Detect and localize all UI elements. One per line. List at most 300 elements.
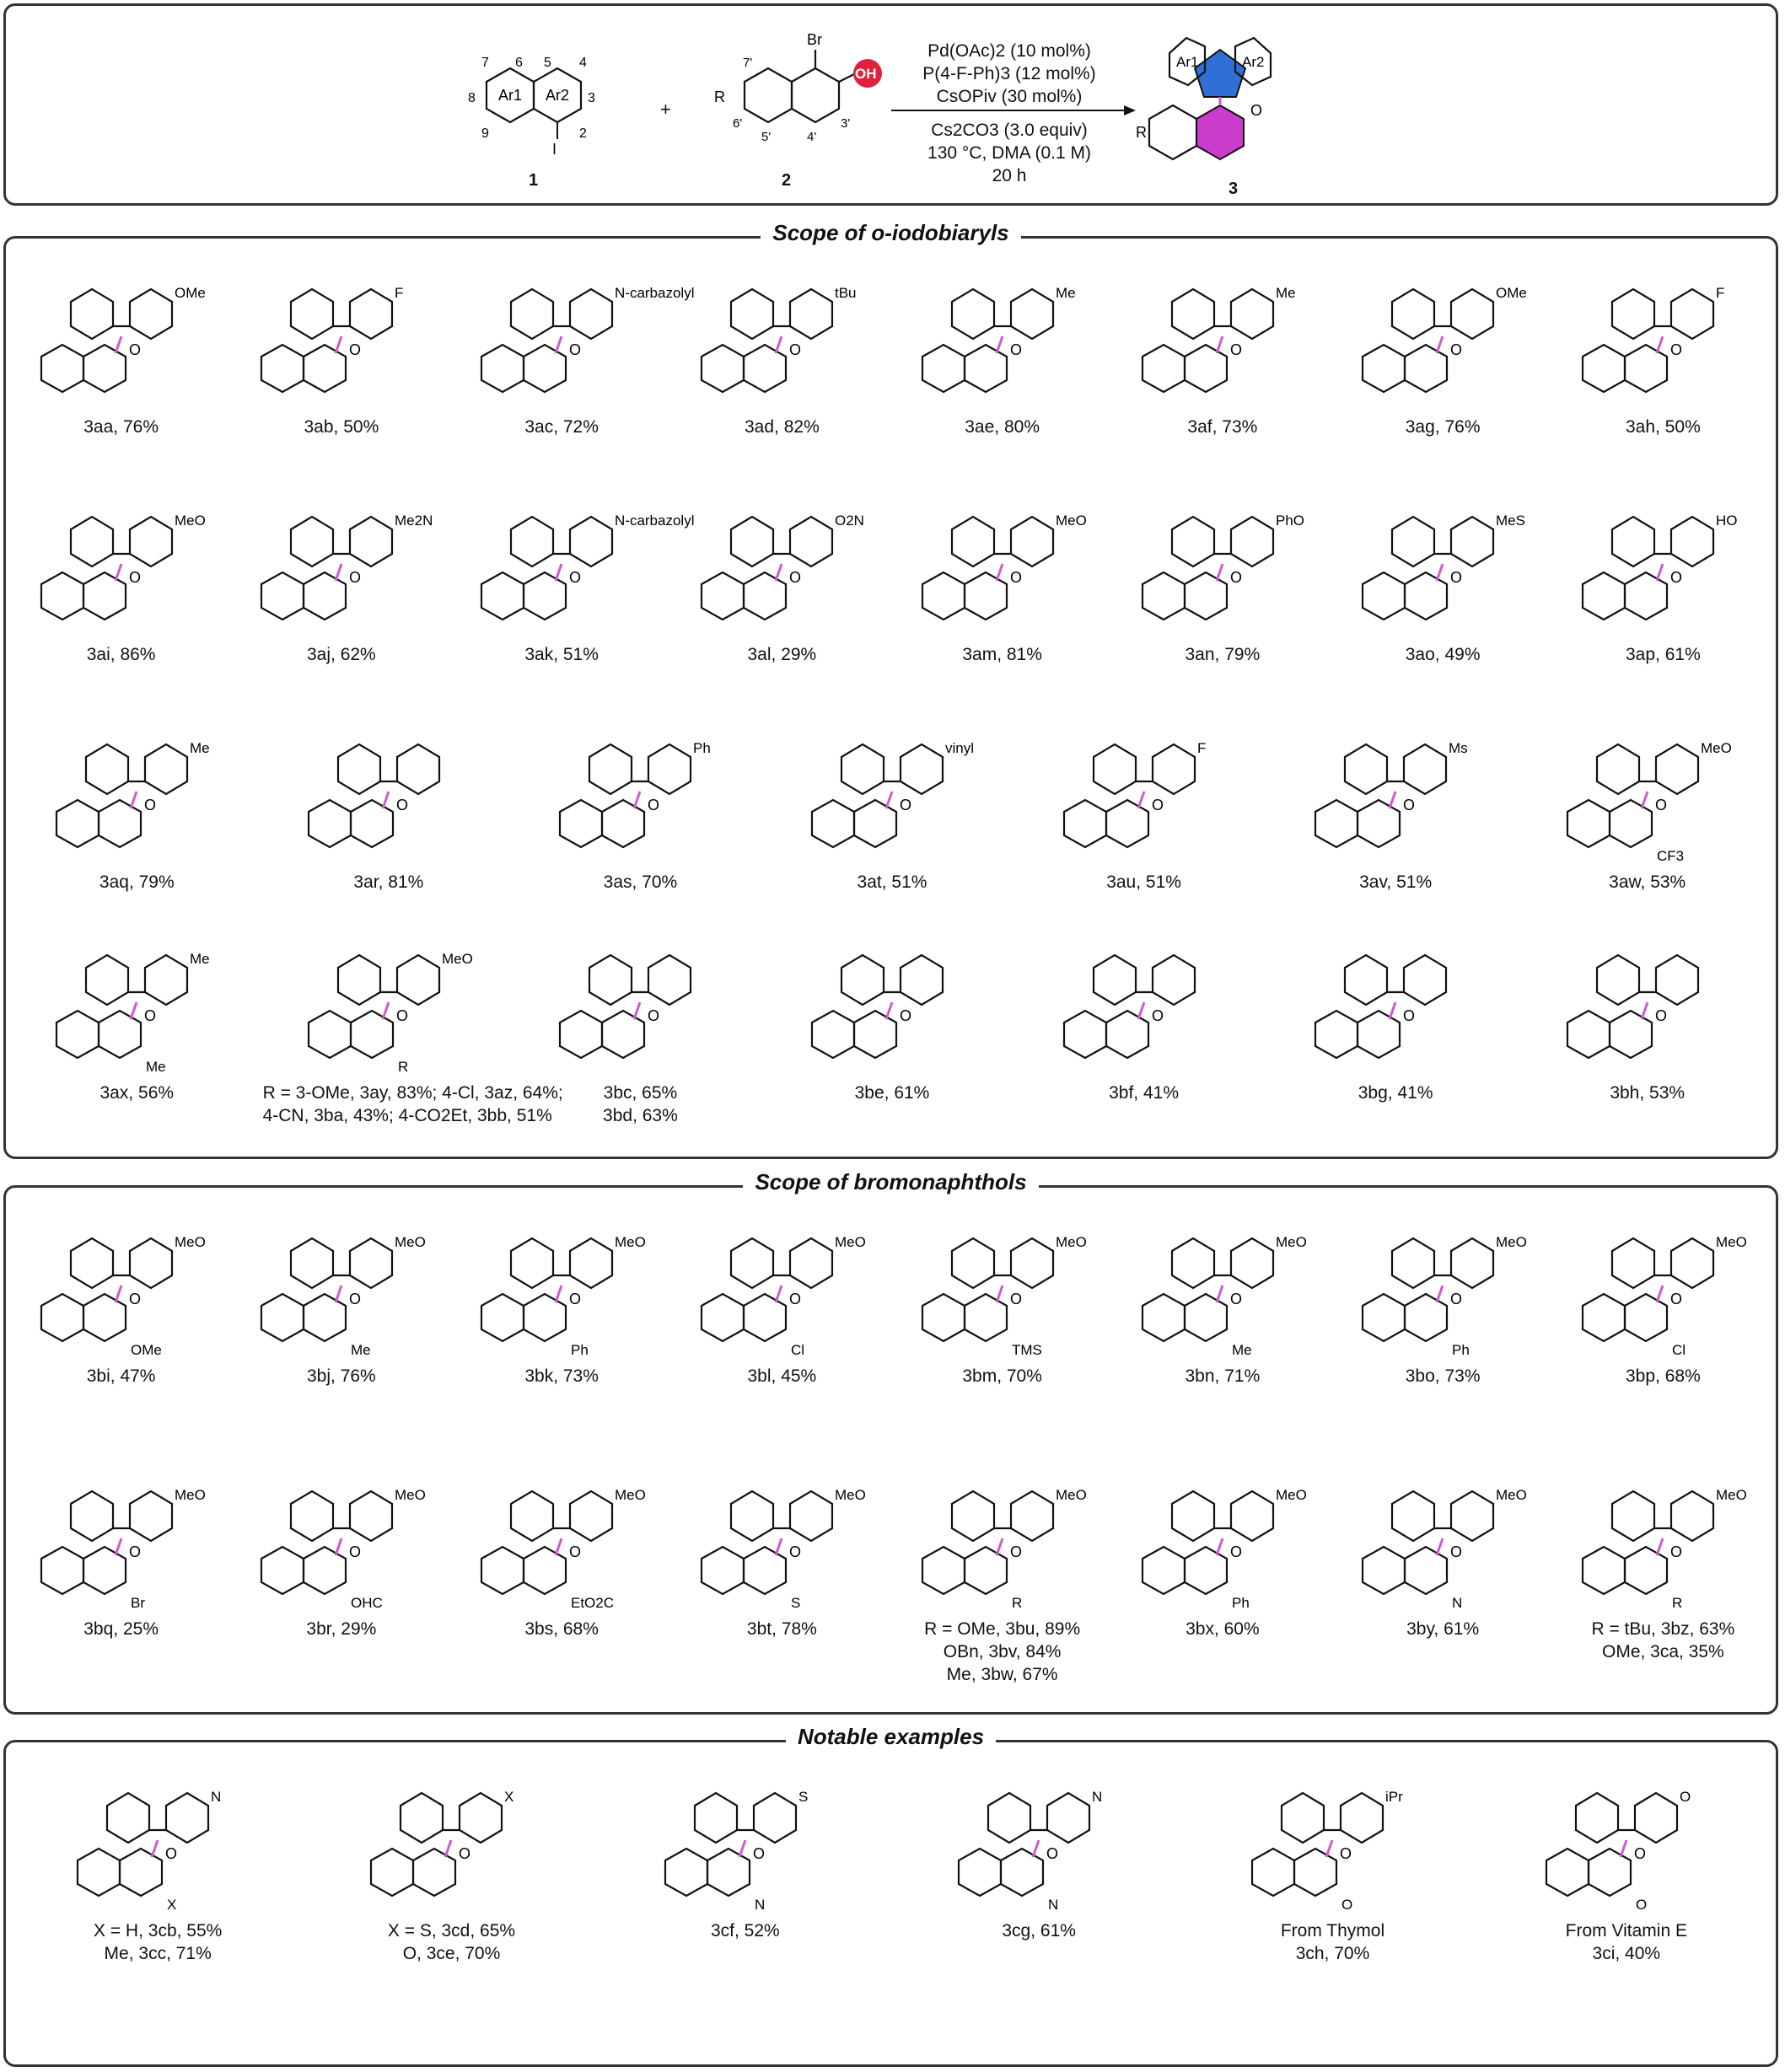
ring [1405, 1294, 1447, 1341]
compound-yield-label: 3bk, 73% [524, 1366, 599, 1386]
position-8: 8 [468, 91, 476, 105]
compound-yield-label: 3at, 51% [857, 872, 927, 892]
spiro-bond [1437, 336, 1443, 353]
ring [83, 345, 126, 392]
ring [1231, 517, 1273, 566]
substituent-label: N [1092, 1789, 1103, 1805]
carbonyl-o-atom: O [1654, 1007, 1667, 1024]
substituent-label: iPr [1385, 1789, 1404, 1805]
ring [1345, 744, 1387, 794]
compound-entry [1333, 1457, 1553, 1640]
spiro-compound-structure [1530, 1759, 1723, 1919]
compound-yield-label: X = H, 3cb, 55% [93, 1921, 223, 1940]
ring [1341, 1793, 1383, 1843]
carbonyl-o-atom: O [144, 797, 157, 813]
ring [695, 1793, 737, 1843]
ring [1625, 572, 1667, 620]
ring [261, 572, 304, 620]
position-6p: 6' [733, 116, 743, 131]
condition-temperature-solvent: 130 °C, DMA (0.1 M) [927, 143, 1091, 163]
ring [854, 800, 896, 847]
spiro-compound-structure [40, 921, 234, 1082]
ring [41, 345, 83, 392]
spiro-bond [886, 1002, 892, 1019]
carbonyl-o-atom: O [165, 1845, 178, 1862]
ring [570, 1238, 612, 1288]
substituent-label-2: Me [350, 1342, 371, 1358]
hydroxyl-group: OH [855, 66, 877, 82]
spiro-bond [776, 1538, 782, 1555]
spiro-compound-structure [1047, 711, 1241, 871]
ring [350, 1491, 392, 1541]
spiro-bond [1657, 1286, 1663, 1302]
spiro-compound-structure [1566, 483, 1760, 643]
compound-yield-label: 3be, 61% [854, 1083, 930, 1103]
condition-additive: CsOPiv (30 mol%) [936, 87, 1083, 106]
section-title-text: Scope of o-iodobiaryls [761, 220, 1020, 245]
compound-yield-label: 3aq, 79% [99, 872, 175, 892]
compound-entry [262, 921, 563, 1127]
ring [1656, 744, 1698, 794]
compound-yield-label: 3bh, 53% [1610, 1083, 1686, 1103]
compound-yield-label: 3bq, 25% [83, 1619, 159, 1639]
compound-yield-label: 3br, 29% [306, 1619, 377, 1639]
substituent-label-2: OHC [350, 1595, 383, 1611]
ring [524, 345, 566, 392]
spiro-compound-structure [795, 711, 989, 871]
spiro-bond [886, 792, 892, 808]
spiro-bond [556, 1286, 562, 1302]
spiro-bond [997, 1538, 1003, 1555]
spiro-bond [1621, 1840, 1626, 1857]
ring [589, 744, 632, 794]
spiro-bond [997, 564, 1003, 581]
ring [120, 1849, 162, 1896]
reaction-scheme-panel [3, 3, 1778, 206]
ring [130, 1238, 172, 1288]
compound-yield-label: 3ak, 51% [524, 645, 599, 664]
compound-yield-label: 3bj, 76% [307, 1366, 376, 1386]
ring [130, 517, 172, 566]
ring [350, 289, 392, 339]
ring [1451, 517, 1493, 566]
spiro-compound-structure [292, 711, 486, 871]
spiro-bond [116, 564, 121, 581]
substituent-label-2: TMS [1011, 1342, 1042, 1358]
spiro-bond [1437, 564, 1443, 581]
ring [481, 345, 524, 392]
spiro-bond [1657, 336, 1663, 353]
ring [1610, 1011, 1652, 1058]
carbonyl-o-atom: O [569, 1543, 582, 1560]
ring [261, 345, 304, 392]
spiro-bond [634, 1002, 640, 1019]
spiro-compound-structure [24, 1457, 218, 1618]
position-3p: 3' [841, 116, 851, 131]
compound-entry [231, 483, 451, 666]
carbonyl-o-atom: O [1009, 1291, 1022, 1307]
carbonyl-o-atom: O [1229, 1543, 1242, 1560]
ring [1363, 1294, 1405, 1341]
ring [988, 1793, 1030, 1843]
carbonyl-o-atom: O [789, 1543, 802, 1560]
ring [952, 1238, 994, 1288]
compound-entry [672, 255, 892, 438]
substituent-label: F [1196, 740, 1206, 756]
ring [1106, 1011, 1148, 1058]
ring [1094, 744, 1136, 794]
ring [1451, 289, 1493, 339]
carbonyl-o-atom: O [1009, 341, 1022, 358]
ring [56, 800, 99, 847]
compound-entry [1333, 255, 1553, 438]
ring [1064, 800, 1106, 847]
ring [83, 572, 126, 620]
ring [744, 345, 786, 392]
spiro-bond [131, 1002, 137, 1019]
compound-yield-label: 3am, 81% [962, 645, 1042, 664]
compound-entry [452, 255, 695, 438]
compound-yield-label: 3bs, 68% [524, 1619, 599, 1639]
ring [1451, 1491, 1493, 1541]
ring [1094, 955, 1136, 1005]
compound-entry [514, 711, 766, 894]
compound-entry [892, 255, 1112, 438]
spiro-bond [997, 336, 1003, 353]
ring [107, 1793, 149, 1843]
ring [1011, 1491, 1053, 1541]
spiro-bond [1390, 1002, 1395, 1019]
carbonyl-o-atom: O [348, 1543, 361, 1560]
product-label: 3 [1229, 180, 1239, 198]
ring [1315, 800, 1358, 847]
compound-entry [1333, 1205, 1553, 1388]
ring [1589, 1849, 1631, 1896]
spiro-bond [556, 336, 562, 353]
ring [304, 1547, 346, 1594]
substituent-label-2: Me [146, 1059, 166, 1075]
ring [338, 744, 380, 794]
substituent-label: OMe [174, 285, 206, 301]
spiro-bond [336, 564, 341, 581]
compound-yield-label: 3cg, 61% [1002, 1921, 1076, 1940]
substituent-label: N [211, 1789, 222, 1805]
ring [1583, 572, 1625, 620]
ar2-label: Ar2 [546, 87, 570, 104]
ring [145, 955, 187, 1005]
ring [1612, 517, 1654, 566]
panel-scope-bromonaphthols [3, 1169, 1778, 1715]
ring [602, 1011, 644, 1058]
ring [309, 800, 351, 847]
spiro-bond [1657, 564, 1663, 581]
spiro-compound-structure [1566, 1457, 1760, 1618]
substituent-label: MeO [174, 513, 206, 529]
carbonyl-o-atom: O [348, 569, 361, 586]
carbonyl-o-atom: O [789, 1291, 802, 1307]
ring [1064, 1011, 1106, 1058]
ring [702, 345, 744, 392]
spiro-compound-structure [1235, 1759, 1429, 1919]
ring [1612, 1238, 1654, 1288]
compound-yield-label: From Thymol [1280, 1921, 1385, 1940]
ring [397, 744, 439, 794]
carbonyl-o-atom: O [128, 1543, 141, 1560]
compound-yield-label: 3ai, 86% [86, 645, 156, 664]
spiro-compound-structure [1047, 921, 1241, 1082]
substituent-label: MeO [1496, 1487, 1527, 1503]
spiro-bond [739, 1840, 745, 1857]
ring [965, 1547, 1007, 1594]
substituent-label: S [798, 1789, 809, 1805]
compound-yield-label: Me, 3bw, 67% [946, 1665, 1058, 1684]
compound-yield-label: Me, 3cc, 71% [104, 1944, 212, 1963]
ring [1567, 1011, 1610, 1058]
compound-yield-label: 3ch, 70% [1295, 1944, 1370, 1963]
compound-entry [1186, 1759, 1479, 1965]
substituent-label-2: R [1011, 1595, 1022, 1611]
substituent-label-2: N [1048, 1897, 1059, 1913]
position-6: 6 [515, 56, 523, 70]
compound-yield-label: 3bn, 71% [1185, 1366, 1261, 1386]
ring [702, 1294, 744, 1341]
ring [702, 572, 744, 620]
compound-yield-label: 3ar, 81% [353, 872, 424, 892]
spiro-compound-structure [1346, 483, 1540, 643]
ring [1392, 289, 1434, 339]
ring [71, 289, 113, 339]
ring [731, 1238, 773, 1288]
compound-entry [514, 921, 766, 1127]
compound-entry [452, 1205, 672, 1388]
compound-entry [1553, 483, 1773, 666]
substituent-label-2: N [1452, 1595, 1463, 1611]
ring [648, 955, 691, 1005]
ring [744, 1294, 786, 1341]
substituent-label-2: Ph [1231, 1595, 1250, 1611]
section-title-o-iodobiaryls [6, 220, 1776, 246]
ring [1231, 1238, 1273, 1288]
substituent-label: F [394, 285, 404, 301]
substituent-label-2: Ph [571, 1342, 589, 1358]
ring [291, 289, 333, 339]
compound-entry [452, 483, 695, 666]
spiro-bond [1437, 1538, 1443, 1555]
spiro-compound-structure [906, 1457, 1099, 1618]
carbonyl-o-atom: O [569, 341, 582, 358]
substituent-label: MeO [394, 1234, 426, 1250]
substituent-label: Me [190, 951, 210, 967]
ring [291, 1491, 333, 1541]
compound-yield-label: 3bi, 47% [86, 1366, 156, 1386]
position-4p: 4' [807, 130, 817, 144]
spiro-compound-structure [245, 1205, 438, 1365]
compound-yield-label: OBn, 3bv, 84% [943, 1642, 1062, 1661]
compound-yield-label: 3aw, 53% [1609, 872, 1686, 892]
carbonyl-o-atom: O [1403, 1007, 1416, 1024]
substituent-label: N-carbazolyl [615, 513, 695, 529]
ring [1143, 1547, 1185, 1594]
spiro-compound-structure [1126, 483, 1320, 643]
carbonyl-o-atom: O [569, 1291, 582, 1307]
ring [841, 744, 884, 794]
spiro-compound-structure [685, 483, 879, 643]
ring [86, 744, 128, 794]
spiro-bond [1642, 1002, 1648, 1019]
reactant-1-label: 1 [529, 171, 539, 190]
spiro-bond [131, 792, 137, 808]
spiro-bond [336, 336, 341, 353]
ring [1185, 572, 1227, 620]
spiro-bond [997, 1286, 1003, 1302]
substituent-label: MeO [1496, 1234, 1527, 1250]
ring [1252, 1849, 1294, 1896]
compound-yield-label: 3bf, 41% [1109, 1083, 1180, 1103]
compound-yield-label: 3ap, 61% [1626, 645, 1701, 664]
ring [261, 1547, 304, 1594]
compound-yield-label: R = 3-OMe, 3ay, 83%; 4-Cl, 3az, 64%; [262, 1083, 563, 1103]
position-9: 9 [481, 126, 489, 141]
ring [1153, 744, 1195, 794]
ring [1143, 1294, 1185, 1341]
spiro-compound-structure [24, 483, 218, 643]
position-7p: 7' [743, 56, 753, 70]
ring [350, 517, 392, 566]
spiro-bond [336, 1286, 341, 1302]
carbonyl-o-atom: O [1229, 341, 1242, 358]
carbonyl-o-atom: O [1229, 1291, 1242, 1307]
ring [1185, 345, 1227, 392]
ring [1597, 744, 1639, 794]
carbonyl-o-atom: O [395, 1007, 408, 1024]
compound-yield-label: 3au, 51% [1106, 872, 1181, 892]
substituent-label: MeO [1055, 513, 1087, 529]
spiro-compound-structure [1298, 921, 1492, 1082]
ring [1011, 289, 1053, 339]
compound-yield-label: 3ah, 50% [1626, 417, 1701, 437]
compound-entry [1270, 921, 1522, 1104]
position-3: 3 [588, 91, 595, 105]
spiro-compound-structure [465, 1205, 659, 1365]
ring [351, 800, 393, 847]
compound-yield-label: 3bg, 41% [1358, 1083, 1433, 1103]
compound-entry [1018, 711, 1270, 894]
compound-yield-label: 3bd, 63% [603, 1106, 678, 1125]
compound-yield-label: 3aj, 62% [307, 645, 376, 664]
compound-yield-label: 3an, 79% [1185, 645, 1261, 664]
substituent-label: Ph [693, 740, 712, 756]
spiro-compound-structure [292, 921, 486, 1082]
ring [1315, 1011, 1358, 1058]
ring [1143, 345, 1185, 392]
ring [790, 289, 832, 339]
ring [1172, 289, 1214, 339]
spiro-bond [116, 1538, 121, 1555]
ring [1392, 1491, 1434, 1541]
spiro-bond [776, 336, 782, 353]
ring [71, 517, 113, 566]
ring [1358, 1011, 1400, 1058]
spiro-compound-structure [61, 1759, 255, 1919]
compound-entry [231, 1457, 451, 1640]
carbonyl-o-atom: O [395, 797, 408, 813]
ring [511, 289, 553, 339]
ring [524, 1294, 566, 1341]
ring [731, 517, 773, 566]
ring [56, 1011, 99, 1058]
substituent-label-2: Cl [791, 1342, 805, 1358]
ring [71, 1238, 113, 1288]
spiro-compound-structure [1551, 711, 1745, 871]
ring [1635, 1793, 1677, 1843]
substituent-label: Me [1275, 285, 1296, 301]
ring [1405, 345, 1447, 392]
spiro-compound-structure [24, 255, 218, 416]
carbonyl-o-atom: O [1450, 1291, 1463, 1307]
ring [790, 1491, 832, 1541]
compound-yield-label: 3ac, 72% [524, 417, 599, 437]
ring [952, 517, 994, 566]
ring [99, 800, 141, 847]
ring [744, 1547, 786, 1594]
spiro-bond [1437, 1286, 1443, 1302]
panel-notable-examples [3, 1724, 1778, 2067]
product-carbonyl-o: O [1250, 102, 1263, 119]
compound-yield-label: R = OMe, 3bu, 89% [924, 1619, 1081, 1639]
carbonyl-o-atom: O [899, 797, 911, 813]
spiro-bond [634, 792, 640, 808]
carbonyl-o-atom: O [128, 569, 141, 586]
ring [922, 572, 965, 620]
spiro-compound-structure [906, 483, 1099, 643]
ring [166, 1793, 208, 1843]
ring [754, 1793, 796, 1843]
reactant-2-label: 2 [782, 171, 792, 190]
ring [261, 1294, 304, 1341]
spiro-bond [116, 336, 121, 353]
ring [560, 800, 602, 847]
compound-yield-label: 3ab, 50% [304, 417, 379, 437]
ring [1153, 955, 1195, 1005]
panel-scope-o-iodobiaryls [3, 220, 1778, 1159]
compound-entry [599, 1759, 892, 1942]
ring [1363, 572, 1405, 620]
compound-entry [452, 1457, 672, 1640]
ring [570, 1491, 612, 1541]
carbonyl-o-atom: O [1670, 341, 1683, 358]
ring [841, 955, 884, 1005]
ring [1011, 517, 1053, 566]
ring [86, 955, 128, 1005]
spiro-compound-structure [1346, 255, 1540, 416]
ring [1612, 1491, 1654, 1541]
compound-entry [1553, 1457, 1773, 1663]
spiro-compound-structure [1346, 1457, 1540, 1618]
compound-entry [11, 711, 263, 894]
spiro-bond [556, 1538, 562, 1555]
compound-yield-label: 3ag, 76% [1405, 417, 1481, 437]
spiro-compound-structure [543, 921, 737, 1082]
compound-entry [1112, 1205, 1332, 1388]
compound-entry [1521, 711, 1773, 894]
ring [145, 744, 187, 794]
compound-entry [892, 1759, 1186, 1942]
carbonyl-o-atom: O [789, 341, 802, 358]
compound-yield-label: R = tBu, 3bz, 63% [1591, 1619, 1735, 1639]
substituent-label: MeO [1275, 1234, 1307, 1250]
spiro-bond [152, 1840, 158, 1857]
ring [338, 955, 380, 1005]
